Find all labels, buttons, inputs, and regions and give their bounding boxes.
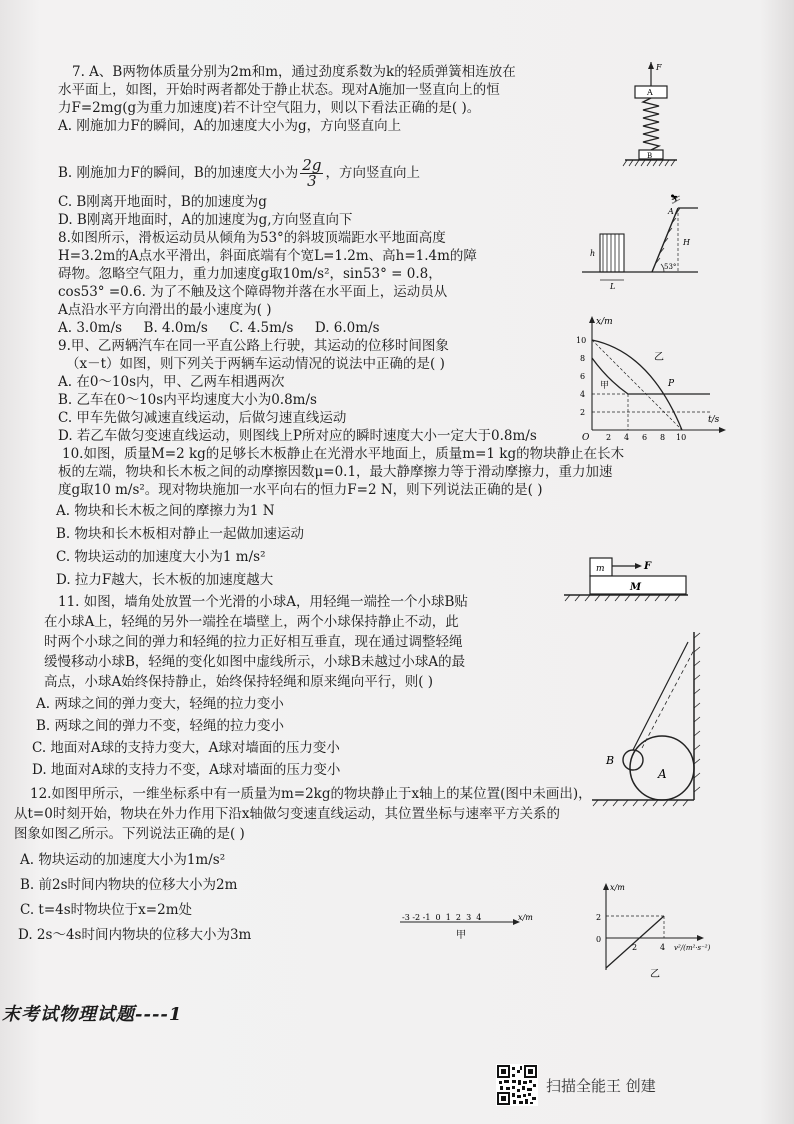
q8-line1: 8.如图所示，滑板运动员从倾角为53°的斜坡顶端距水平地面高度 — [58, 230, 446, 246]
q12-yi-origin: 0 — [596, 935, 602, 944]
q10-label-big-m: M — [630, 582, 642, 593]
q10-figure — [560, 550, 690, 608]
q11-line5: 高点，小球A始终保持静止，始终保持轻绳和原来绳向平行，则( ) — [44, 674, 434, 690]
q9-figure — [570, 312, 730, 444]
q9-x-tick-2: 2 — [606, 433, 612, 442]
q11-label-b: B — [606, 754, 615, 767]
q9-label-yi: 乙 — [654, 352, 664, 363]
q7-line3: 力F=2mg(g为重力加速度)若不计空气阻力，则以下看法正确的是( )。 — [58, 100, 481, 116]
q11-line4: 缓慢移动小球B，轻绳的变化如图中虚线所示，小球B未越过小球A的最 — [44, 654, 466, 670]
q7-option-b-post: ，方向竖直向上 — [325, 165, 420, 181]
q9-y-tick-8: 8 — [580, 354, 586, 363]
q12-line1: 12.如图甲所示，一维坐标系中有一质量为m=2kg的物块静止于x轴上的某位置(图中未画出)， — [30, 786, 592, 802]
q8-fig-label-h: h — [590, 249, 596, 258]
scanner-watermark-text: 扫描全能王 创建 — [546, 1076, 656, 1095]
q9-x-tick-8: 8 — [660, 433, 666, 442]
q8-fig-label-a: A — [668, 207, 674, 216]
q8-figure — [580, 190, 700, 290]
q9-option-c: C. 甲车先做匀减速直线运动，后做匀速直线运动 — [58, 410, 347, 426]
q9-x-tick-4: 4 — [624, 433, 630, 442]
q11-label-a: A — [658, 767, 667, 781]
q8-fig-angle: 53° — [664, 263, 677, 271]
q9-y-tick-6: 6 — [580, 372, 586, 381]
q9-line1: 9.甲、乙两辆汽车在同一平直公路上行驶，其运动的位移时间图象 — [58, 338, 449, 354]
q10-label-f: F — [644, 561, 652, 572]
q7-fig-label-f: F — [656, 63, 662, 72]
qr-code-icon — [496, 1064, 538, 1106]
q8-line3: 碍物。忽略空气阻力，重力加速度g取10m/s²，sin53° = 0.8， — [58, 266, 442, 282]
q8-fig-label-h-big: H — [683, 238, 690, 247]
q7-figure — [620, 60, 682, 170]
q12-yi-figure — [590, 880, 750, 980]
q11-option-d: D. 地面对A球的支持力不变，A球对墙面的压力变小 — [32, 762, 341, 778]
q9-y-axis-label: x/m — [596, 317, 613, 327]
q7-option-a: A. 刚施加力F的瞬间，A的加速度大小为g，方向竖直向上 — [58, 118, 402, 134]
q12-line3: 图象如图乙所示。下列说法正确的是( ) — [14, 826, 245, 842]
page-footer: 末考试物理试题----1 — [2, 1004, 183, 1025]
q11-figure — [590, 628, 710, 810]
q7-fig-label-a: A — [647, 88, 653, 97]
q8-fig-label-l: L — [610, 282, 616, 290]
q9-line2: （x－t）如图，则下列关于两辆车运动情况的说法中正确的是( ) — [66, 356, 445, 372]
q12-jia-figure — [398, 904, 548, 944]
q9-option-a: A. 在0～10s内，甲、乙两车相遇两次 — [58, 374, 285, 390]
q7-fraction — [300, 158, 323, 189]
q7-option-b — [58, 156, 420, 190]
q8-line2: H=3.2m的A点水平滑出，斜面底端有个宽L=1.2m、高h=1.4m的障 — [58, 248, 477, 264]
q7-fraction-num: 2g — [302, 156, 322, 174]
q10-option-b: B. 物块和长木板相对静止一起做加速运动 — [56, 526, 305, 542]
q10-label-m: m — [596, 564, 605, 574]
q12-option-c: C. t=4s时物块位于x=2m处 — [20, 902, 192, 918]
q12-yi-x-axis: v²/(m²·s⁻²) — [674, 944, 711, 952]
q9-option-b: B. 乙车在0～10s内平均速度大小为0.8m/s — [58, 392, 317, 408]
q8-options: A. 3.0m/s B. 4.0m/s C. 4.5m/s D. 6.0m/s — [58, 320, 380, 336]
q11-line1: 11. 如图，墙角处放置一个光滑的小球A，用轻绳一端拴一个小球B贴 — [58, 594, 468, 610]
q9-y-tick-10: 10 — [576, 336, 587, 345]
q10-line1: 10.如图，质量M=2 kg的足够长木板静止在光滑水平地面上，质量m=1 kg的物块静止在长木 — [62, 446, 625, 462]
q10-option-a: A. 物块和长木板之间的摩擦力为1 N — [56, 503, 275, 519]
q12-jia-ticks: -3 -2 -1 0 1 2 3 4 — [402, 913, 482, 922]
q7-option-d: D. B刚离开地面时，A的加速度为g,方向竖直向下 — [58, 212, 353, 228]
q7-fraction-den: 3 — [307, 172, 317, 190]
q12-option-b: B. 前2s时间内物块的位移大小为2m — [20, 877, 238, 893]
q12-jia-axis: x/m — [518, 913, 533, 922]
q9-x-tick-10: 10 — [676, 433, 687, 442]
q7-line2: 水平面上，如图，开始时两者都处于静止状态。现对A施加一竖直向上的恒 — [58, 82, 500, 98]
q12-option-a: A. 物块运动的加速度大小为1m/s² — [20, 852, 226, 868]
q11-line3: 时两个小球之间的弹力和轻绳的拉力正好相互垂直，现在通过调整轻绳 — [44, 634, 463, 650]
q12-jia-caption: 甲 — [456, 930, 466, 941]
q7-fig-label-b: B — [647, 152, 653, 160]
q7-line1: 7. A、B两物体质量分别为2m和m，通过劲度系数为k的轻质弹簧相连放在 — [72, 64, 516, 80]
q9-y-tick-2: 2 — [580, 408, 586, 417]
q10-line3: 度g取10 m/s²。现对物块施加一水平向右的恒力F=2 N，则下列说法正确的是( ) — [58, 482, 543, 498]
q8-fig-skier: ⛷ — [670, 195, 682, 205]
q12-yi-x-tick-2: 2 — [632, 943, 638, 952]
q9-x-tick-6: 6 — [642, 433, 648, 442]
q12-yi-y-tick: 2 — [596, 913, 602, 922]
q11-line2: 在小球A上，轻绳的另外一端拴在墙壁上，两个小球保持静止不动，此 — [44, 614, 459, 630]
q9-option-d: D. 若乙车做匀变速直线运动，则图线上P所对应的瞬时速度大小一定大于0.8m/s — [58, 428, 537, 444]
q9-origin: O — [582, 433, 590, 443]
q8-line4: cos53° =0.6. 为了不触及这个障碍物并落在水平面上，运动员从 — [58, 284, 448, 300]
q8-line5: A点沿水平方向滑出的最小速度为( ) — [58, 302, 272, 318]
q9-x-axis-label: t/s — [708, 415, 720, 425]
scanner-watermark — [496, 1064, 656, 1106]
q7-option-b-pre: B. 刚施加力F的瞬间，B的加速度大小为 — [58, 165, 299, 181]
q11-option-b: B. 两球之间的弹力不变，轻绳的拉力变小 — [36, 718, 285, 734]
q7-option-c: C. B刚离开地面时，B的加速度为g — [58, 194, 267, 210]
q10-option-c: C. 物块运动的加速度大小为1 m/s² — [56, 549, 266, 565]
q12-yi-caption: 乙 — [650, 969, 660, 980]
q11-option-a: A. 两球之间的弹力变大，轻绳的拉力变小 — [36, 696, 284, 712]
q10-option-d: D. 拉力F越大，长木板的加速度越大 — [56, 572, 274, 588]
q10-line2: 板的左端，物块和长木板之间的动摩擦因数μ=0.1，最大静摩擦力等于滑动摩擦力，重力加速 — [58, 464, 613, 480]
q9-y-tick-4: 4 — [580, 390, 586, 399]
q9-label-p: P — [668, 379, 675, 389]
q12-option-d: D. 2s～4s时间内物块的位移大小为3m — [18, 927, 252, 943]
q12-yi-x-tick-4: 4 — [660, 943, 666, 952]
q9-label-jia: 甲 — [600, 381, 610, 391]
q12-line2: 从t=0时刻开始，物块在外力作用下沿x轴做匀变速直线运动，其位置坐标与速率平方关系的 — [14, 806, 560, 822]
q12-yi-y-axis: x/m — [610, 883, 625, 892]
q11-option-c: C. 地面对A球的支持力变大，A球对墙面的压力变小 — [32, 740, 340, 756]
